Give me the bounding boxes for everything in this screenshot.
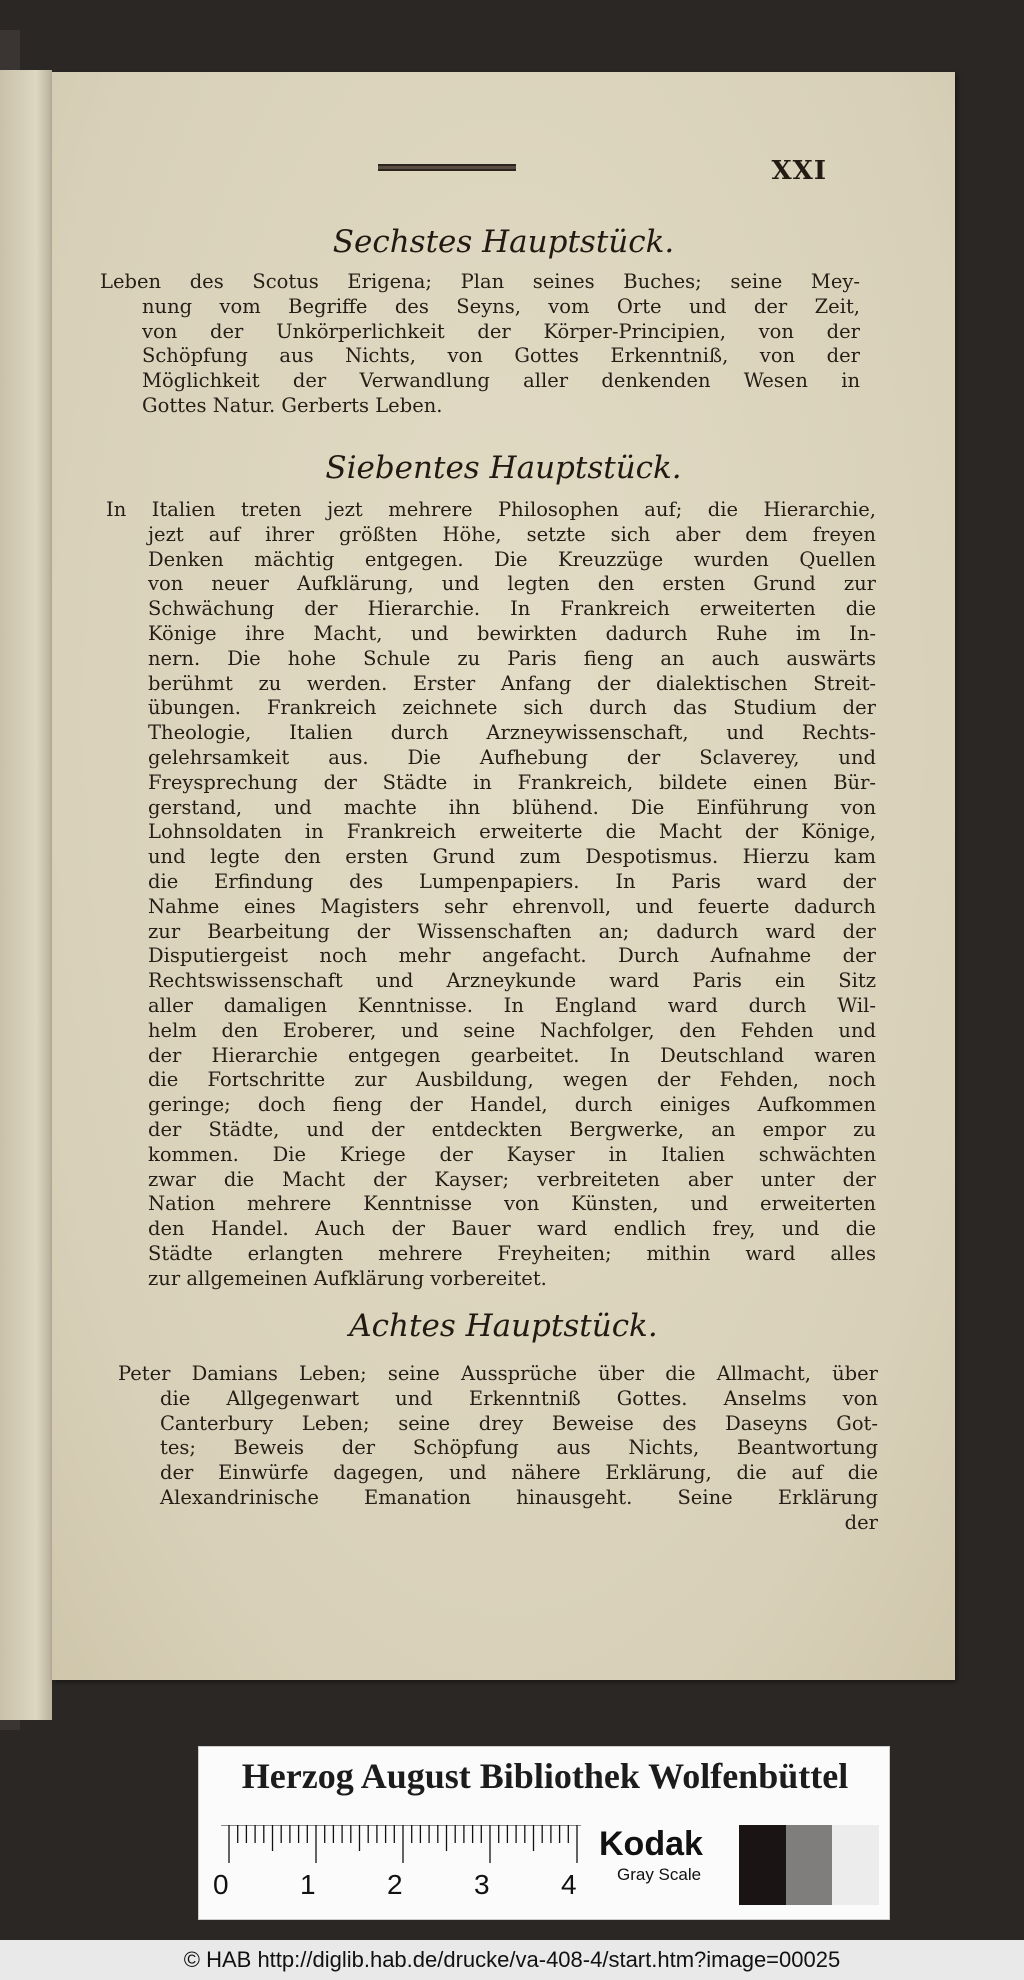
text-line: gelehrsamkeit aus. Die Aufhebung der Sclaverey, und <box>148 745 876 769</box>
text-line: zwar die Macht der Kayser; verbreiteten aber unter der <box>148 1167 876 1191</box>
text-line: die Erfindung des Lumpenpapiers. In Paris ward der <box>148 869 876 893</box>
ruler-scale-icon <box>221 1825 581 1863</box>
ruler-number: 1 <box>300 1869 316 1900</box>
ruler-numbers <box>213 1869 593 1905</box>
header-rule <box>378 164 516 171</box>
catchword: der <box>844 1510 878 1534</box>
text-line: geringe; doch fieng der Handel, durch einiges Aufkommen <box>148 1093 876 1117</box>
text-line: Alexandrinische Emanation hinausgeht. Seine Erklärung <box>160 1485 878 1509</box>
section-heading-8: Achtes Hauptstück. <box>349 1308 658 1344</box>
text-line: jezt auf ihrer größten Höhe, setzte sich aber dem freyen <box>148 522 876 546</box>
gray-scale-label: Gray Scale <box>617 1865 702 1884</box>
text-line: und legte den ersten Grund zum Despotismus. Hierzu kam <box>148 845 876 869</box>
gray-scale-patches <box>739 1825 879 1905</box>
text-line: von der Unkörperlichkeit der Körper-Principien, von der <box>142 319 860 343</box>
text-line: Nahme eines Magisters sehr ehrenvoll, und feuerte dadurch <box>148 894 876 918</box>
text-line: der Städte, und der entdeckten Bergwerke, an empor zu <box>148 1117 876 1141</box>
text-line: Städte erlangten mehrere Freyheiten; mithin ward alles <box>148 1241 876 1265</box>
text-line: Lohnsoldaten in Frankreich erweiterte die Macht der Könige, <box>148 820 876 844</box>
text-line: Nation mehrere Kenntnisse von Künsten, und erweiterten <box>148 1192 876 1216</box>
text-line: tes; Beweis der Schöpfung aus Nichts, Beantwortung <box>160 1436 878 1460</box>
text-line: zur Bearbeitung der Wissenschaften an; dadurch ward der <box>148 919 876 943</box>
ruler-number: 3 <box>474 1869 490 1900</box>
book-page <box>52 72 955 1680</box>
text-line: den Handel. Auch der Bauer ward endlich frey, und die <box>148 1217 876 1241</box>
text-line: Disputiergeist noch mehr angefacht. Durch Aufnahme der <box>148 944 876 968</box>
text-line: Rechtswissenschaft und Arzneykunde ward Paris ein Sitz <box>148 969 876 993</box>
text-line: helm den Eroberer, und seine Nachfolger, den Fehden und <box>148 1018 876 1042</box>
text-line: In Italien treten jezt mehrere Philosophen auf; die Hierarchie, <box>106 498 876 521</box>
gray-patch-black <box>739 1825 786 1905</box>
text-line: Schöpfung aus Nichts, von Gottes Erkenntniß, von der <box>142 344 860 368</box>
page-number: XXI <box>771 156 827 186</box>
ruler-number: 0 <box>213 1869 229 1900</box>
text-line: Möglichkeit der Verwandlung aller denkenden Wesen in <box>142 369 860 393</box>
section-body-7 <box>106 498 876 1292</box>
text-line: der Hierarchie entgegen gearbeitet. In Deutschland waren <box>148 1043 876 1067</box>
text-line: nung vom Begriffe des Seyns, vom Orte und der Zeit, <box>142 294 860 318</box>
section-heading-7: Siebentes Hauptstück. <box>325 450 682 486</box>
text-line: Peter Damians Leben; seine Aussprüche über die Allmacht, über <box>118 1362 878 1385</box>
text-line: der Einwürfe dagegen, und nähere Erklärung, die auf die <box>160 1461 878 1485</box>
calibration-card <box>198 1746 890 1920</box>
text-line: Canterbury Leben; seine drey Beweise des Daseyns Got- <box>160 1411 878 1435</box>
text-line: Freysprechung der Städte in Frankreich, bildete einen Bür- <box>148 770 876 794</box>
text-line: übungen. Frankreich zeichnete sich durch das Studium der <box>148 696 876 720</box>
text-line: von neuer Aufklärung, und legten den ersten Grund zur <box>148 572 876 596</box>
kodak-logo: Kodak <box>599 1825 703 1863</box>
text-line: berühmt zu werden. Erster Anfang der dialektischen Streit- <box>148 671 876 695</box>
text-line: die Fortschritte zur Ausbildung, wegen der Fehden, noch <box>148 1068 876 1092</box>
gray-patch-mid <box>786 1825 833 1905</box>
text-line: Theologie, Italien durch Arzneywissenschaft, und Rechts- <box>148 721 876 745</box>
text-line: zur allgemeinen Aufklärung vorbereitet. <box>148 1266 547 1290</box>
text-line: gerstand, und machte ihn blühend. Die Einführung von <box>148 795 876 819</box>
gray-patch-white <box>832 1825 879 1905</box>
ruler-number: 4 <box>561 1869 577 1900</box>
text-line: Schwächung der Hierarchie. In Frankreich erweiterten die <box>148 597 876 621</box>
text-line: nern. Die hohe Schule zu Paris fieng an auch auswärts <box>148 646 876 670</box>
copyright-footer: © HAB http://diglib.hab.de/drucke/va-408-4/start.htm?image=00025 <box>0 1940 1024 1980</box>
previous-page-edge <box>0 70 52 1720</box>
section-body-8 <box>118 1362 878 1536</box>
library-name: Herzog August Bibliothek Wolfenbüttel <box>241 1756 849 1796</box>
text-line: Leben des Scotus Erigena; Plan seines Buches; seine Mey- <box>100 270 860 293</box>
section-heading-6: Sechstes Hauptstück. <box>332 224 675 260</box>
text-line: Denken mächtig entgegen. Die Kreuzzüge wurden Quellen <box>148 547 876 571</box>
text-line: die Allgegenwart und Erkenntniß Gottes. Anselms von <box>160 1386 878 1410</box>
text-line: kommen. Die Kriege der Kayser in Italien schwächten <box>148 1142 876 1166</box>
section-body-6 <box>100 270 860 419</box>
text-line: Gottes Natur. Gerberts Leben. <box>142 393 443 417</box>
text-line: Könige ihre Macht, und bewirkten dadurch Ruhe im In- <box>148 621 876 645</box>
text-line: aller damaligen Kenntnisse. In England ward durch Wil- <box>148 993 876 1017</box>
ruler-number: 2 <box>387 1869 403 1900</box>
